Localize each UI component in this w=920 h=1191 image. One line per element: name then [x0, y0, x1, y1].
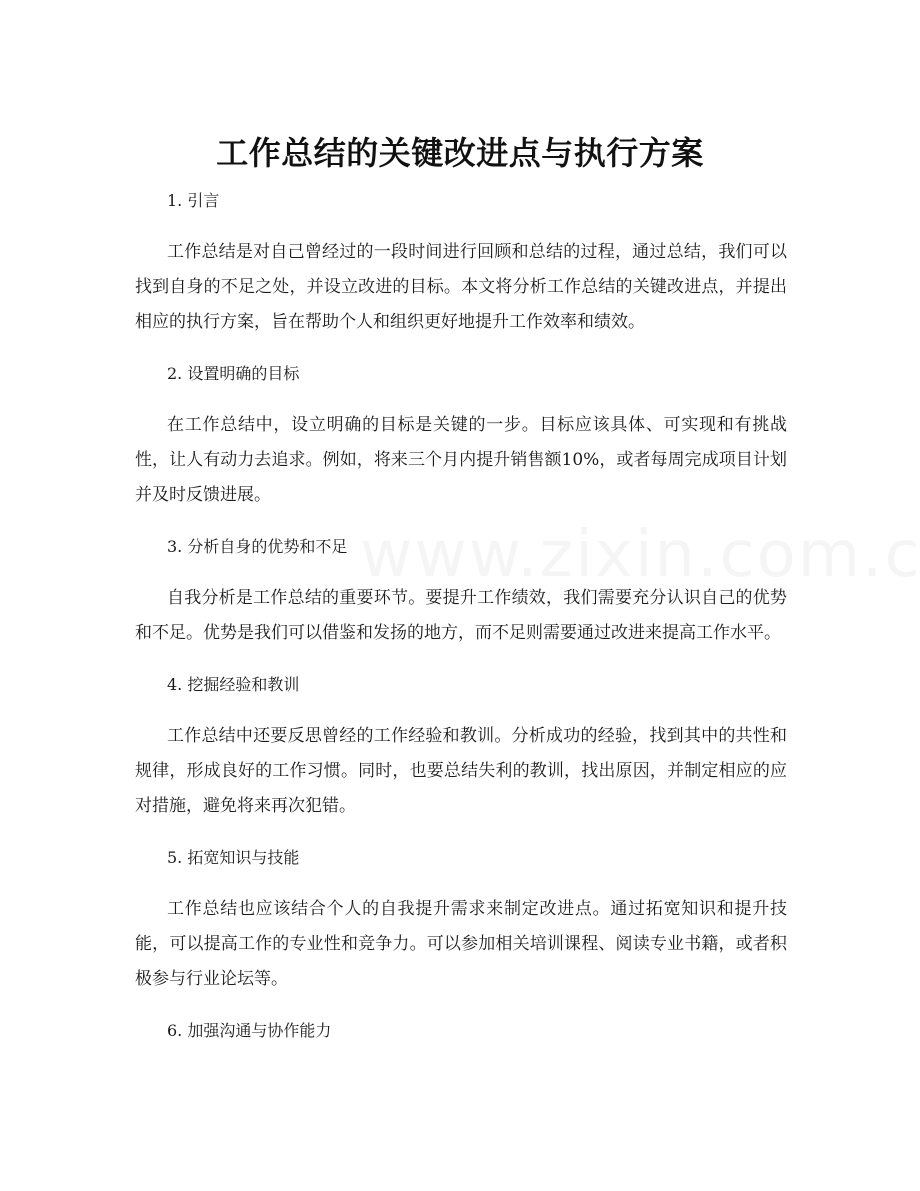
section-heading-6: 6. 加强沟通与协作能力 [167, 1021, 332, 1040]
page-title: 工作总结的关键改进点与执行方案 [216, 134, 704, 173]
section-heading-2: 2. 设置明确的目标 [167, 364, 300, 383]
section-body-5: 工作总结也应该结合个人的自我提升需求来制定改进点。通过拓宽知识和提升技能，可以提高工作的专业性和竞争力。可以参加相关培训课程、阅读专业书籍，或者积极参与行业论坛等。 [135, 899, 787, 989]
section-body-1: 工作总结是对自己曾经过的一段时间进行回顾和总结的过程，通过总结，我们可以找到自身的不足之处，并设立改进的目标。本文将分析工作总结的关键改进点，并提出相应的执行方案，旨在帮助个人和组织更好地提升工作效率和绩效。 [135, 242, 787, 332]
section-body-3: 自我分析是工作总结的重要环节。要提升工作绩效，我们需要充分认识自己的优势和不足。优势是我们可以借鉴和发扬的地方，而不足则需要通过改进来提高工作水平。 [135, 588, 787, 643]
section-body-2: 在工作总结中，设立明确的目标是关键的一步。目标应该具体、可实现和有挑战性，让人有动力去追求。例如，将来三个月内提升销售额10%，或者每周完成项目计划并及时反馈进展。 [135, 415, 787, 505]
section-heading-5: 5. 拓宽知识与技能 [167, 848, 300, 867]
section-heading-1: 1. 引言 [167, 191, 220, 210]
document-body [135, 184, 787, 1065]
section-body-4: 工作总结中还要反思曾经的工作经验和教训。分析成功的经验，找到其中的共性和规律，形成良好的工作习惯。同时，也要总结失利的教训，找出原因，并制定相应的应对措施，避免将来再次犯错。 [135, 726, 787, 816]
section-heading-3: 3. 分析自身的优势和不足 [167, 537, 348, 556]
section-heading-4: 4. 挖掘经验和教训 [167, 675, 300, 694]
